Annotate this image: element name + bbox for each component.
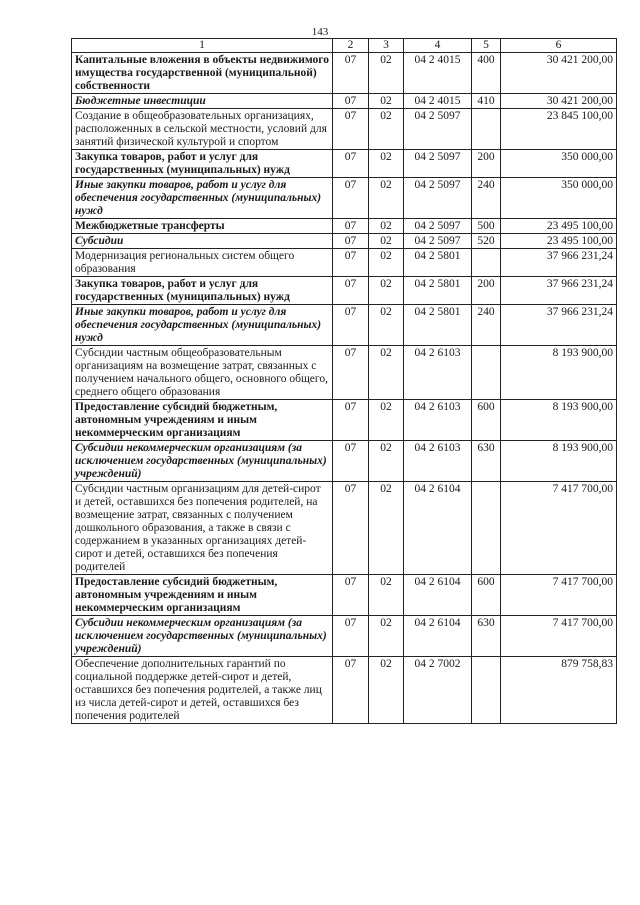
row-expense-type-cell (472, 346, 501, 400)
row-subsection-cell: 02 (369, 53, 404, 94)
column-header-4: 4 (404, 39, 472, 53)
row-expense-type-cell: 200 (472, 150, 501, 178)
table-row (72, 346, 617, 400)
row-name-cell: Закупка товаров, работ и услуг для государственных (муниципальных) нужд (72, 277, 333, 305)
row-target-article-cell: 04 2 5097 (404, 178, 472, 219)
row-section-cell: 07 (333, 94, 369, 109)
row-subsection-cell: 02 (369, 482, 404, 575)
row-section-cell: 07 (333, 305, 369, 346)
row-subsection-cell: 02 (369, 249, 404, 277)
table-row (72, 441, 617, 482)
row-amount-cell: 350 000,00 (501, 178, 617, 219)
row-expense-type-cell: 500 (472, 219, 501, 234)
row-name-cell: Обеспечение дополнительных гарантий по социальной поддержке детей-сирот и детей, оставшихся без попечения родителей, а также лиц из числа детей-сирот и детей, оставшихся без попечения родителей (72, 657, 333, 724)
row-subsection-cell: 02 (369, 575, 404, 616)
row-amount-cell: 30 421 200,00 (501, 53, 617, 94)
row-expense-type-cell (472, 249, 501, 277)
row-section-cell: 07 (333, 657, 369, 724)
row-amount-cell: 879 758,83 (501, 657, 617, 724)
row-name-cell: Субсидии частным организациям для детей-сирот и детей, оставшихся без попечения родителей, на возмещение затрат, связанных с получением дошкольного образования, а также в связи с содержанием в указанных организациях детей-сирот и детей, оставшихся без попечения родителей (72, 482, 333, 575)
row-subsection-cell: 02 (369, 657, 404, 724)
table-row (72, 150, 617, 178)
row-section-cell: 07 (333, 234, 369, 249)
row-section-cell: 07 (333, 616, 369, 657)
row-expense-type-cell: 400 (472, 53, 501, 94)
row-target-article-cell: 04 2 5097 (404, 219, 472, 234)
row-name-cell: Межбюджетные трансферты (72, 219, 333, 234)
row-expense-type-cell: 600 (472, 400, 501, 441)
table-row (72, 657, 617, 724)
row-name-cell: Бюджетные инвестиции (72, 94, 333, 109)
row-subsection-cell: 02 (369, 94, 404, 109)
row-subsection-cell: 02 (369, 277, 404, 305)
row-target-article-cell: 04 2 5097 (404, 150, 472, 178)
row-target-article-cell: 04 2 5801 (404, 277, 472, 305)
row-name-cell: Иные закупки товаров, работ и услуг для обеспечения государственных (муниципальных) нужд (72, 178, 333, 219)
row-name-cell: Иные закупки товаров, работ и услуг для обеспечения государственных (муниципальных) нужд (72, 305, 333, 346)
row-expense-type-cell: 630 (472, 616, 501, 657)
row-target-article-cell: 04 2 5801 (404, 249, 472, 277)
column-header-3: 3 (369, 39, 404, 53)
table-row (72, 305, 617, 346)
table-header-row (72, 39, 617, 53)
row-name-cell: Предоставление субсидий бюджетным, автономным учреждениям и иным некоммерческим организациям (72, 400, 333, 441)
table-row (72, 178, 617, 219)
row-section-cell: 07 (333, 150, 369, 178)
row-amount-cell: 7 417 700,00 (501, 575, 617, 616)
row-target-article-cell: 04 2 4015 (404, 53, 472, 94)
row-expense-type-cell: 200 (472, 277, 501, 305)
table-row (72, 53, 617, 94)
table-row (72, 109, 617, 150)
row-amount-cell: 350 000,00 (501, 150, 617, 178)
row-subsection-cell: 02 (369, 234, 404, 249)
row-subsection-cell: 02 (369, 219, 404, 234)
row-section-cell: 07 (333, 178, 369, 219)
table-row (72, 482, 617, 575)
column-header-1: 1 (72, 39, 333, 53)
row-section-cell: 07 (333, 109, 369, 150)
table-row (72, 234, 617, 249)
row-section-cell: 07 (333, 249, 369, 277)
row-name-cell: Субсидии (72, 234, 333, 249)
row-name-cell: Субсидии некоммерческим организациям (за исключением государственных (муниципальных) учреждений) (72, 616, 333, 657)
row-target-article-cell: 04 2 4015 (404, 94, 472, 109)
row-name-cell: Создание в общеобразовательных организациях, расположенных в сельской местности, условий для занятий физической культурой и спортом (72, 109, 333, 150)
row-expense-type-cell: 410 (472, 94, 501, 109)
row-target-article-cell: 04 2 5097 (404, 234, 472, 249)
row-expense-type-cell (472, 657, 501, 724)
row-section-cell: 07 (333, 482, 369, 575)
budget-table (71, 38, 617, 724)
row-target-article-cell: 04 2 5097 (404, 109, 472, 150)
row-expense-type-cell: 600 (472, 575, 501, 616)
row-target-article-cell: 04 2 6104 (404, 575, 472, 616)
row-amount-cell: 23 845 100,00 (501, 109, 617, 150)
row-amount-cell: 23 495 100,00 (501, 234, 617, 249)
row-amount-cell: 8 193 900,00 (501, 441, 617, 482)
row-amount-cell: 37 966 231,24 (501, 249, 617, 277)
row-subsection-cell: 02 (369, 178, 404, 219)
row-amount-cell: 30 421 200,00 (501, 94, 617, 109)
table-row (72, 249, 617, 277)
table-row (72, 616, 617, 657)
column-header-2: 2 (333, 39, 369, 53)
row-section-cell: 07 (333, 441, 369, 482)
row-section-cell: 07 (333, 346, 369, 400)
column-header-5: 5 (472, 39, 501, 53)
row-expense-type-cell (472, 482, 501, 575)
page-number: 143 (311, 26, 329, 38)
row-subsection-cell: 02 (369, 616, 404, 657)
row-expense-type-cell: 520 (472, 234, 501, 249)
table-row (72, 277, 617, 305)
row-amount-cell: 23 495 100,00 (501, 219, 617, 234)
row-amount-cell: 7 417 700,00 (501, 616, 617, 657)
table-row (72, 575, 617, 616)
table-row (72, 94, 617, 109)
row-subsection-cell: 02 (369, 441, 404, 482)
row-name-cell: Модернизация региональных систем общего образования (72, 249, 333, 277)
row-section-cell: 07 (333, 53, 369, 94)
row-target-article-cell: 04 2 6104 (404, 482, 472, 575)
row-amount-cell: 37 966 231,24 (501, 277, 617, 305)
row-target-article-cell: 04 2 5801 (404, 305, 472, 346)
row-subsection-cell: 02 (369, 109, 404, 150)
row-expense-type-cell: 630 (472, 441, 501, 482)
row-name-cell: Субсидии некоммерческим организациям (за исключением государственных (муниципальных) учреждений) (72, 441, 333, 482)
row-target-article-cell: 04 2 6103 (404, 400, 472, 441)
row-expense-type-cell (472, 109, 501, 150)
row-section-cell: 07 (333, 277, 369, 305)
table-row (72, 219, 617, 234)
row-target-article-cell: 04 2 6104 (404, 616, 472, 657)
row-section-cell: 07 (333, 575, 369, 616)
row-section-cell: 07 (333, 400, 369, 441)
row-amount-cell: 8 193 900,00 (501, 346, 617, 400)
row-name-cell: Субсидии частным общеобразовательным организациям на возмещение затрат, связанных с получением начального общего, основного общего, среднего общего образования (72, 346, 333, 400)
row-target-article-cell: 04 2 6103 (404, 441, 472, 482)
row-name-cell: Закупка товаров, работ и услуг для государственных (муниципальных) нужд (72, 150, 333, 178)
row-amount-cell: 7 417 700,00 (501, 482, 617, 575)
row-target-article-cell: 04 2 6103 (404, 346, 472, 400)
row-section-cell: 07 (333, 219, 369, 234)
row-expense-type-cell: 240 (472, 178, 501, 219)
row-name-cell: Предоставление субсидий бюджетным, автономным учреждениям и иным некоммерческим организациям (72, 575, 333, 616)
row-amount-cell: 37 966 231,24 (501, 305, 617, 346)
row-subsection-cell: 02 (369, 305, 404, 346)
row-name-cell: Капитальные вложения в объекты недвижимого имущества государственной (муниципальной) собственности (72, 53, 333, 94)
row-expense-type-cell: 240 (472, 305, 501, 346)
column-header-6: 6 (501, 39, 617, 53)
row-amount-cell: 8 193 900,00 (501, 400, 617, 441)
row-target-article-cell: 04 2 7002 (404, 657, 472, 724)
table-row (72, 400, 617, 441)
row-subsection-cell: 02 (369, 400, 404, 441)
row-subsection-cell: 02 (369, 150, 404, 178)
row-subsection-cell: 02 (369, 346, 404, 400)
